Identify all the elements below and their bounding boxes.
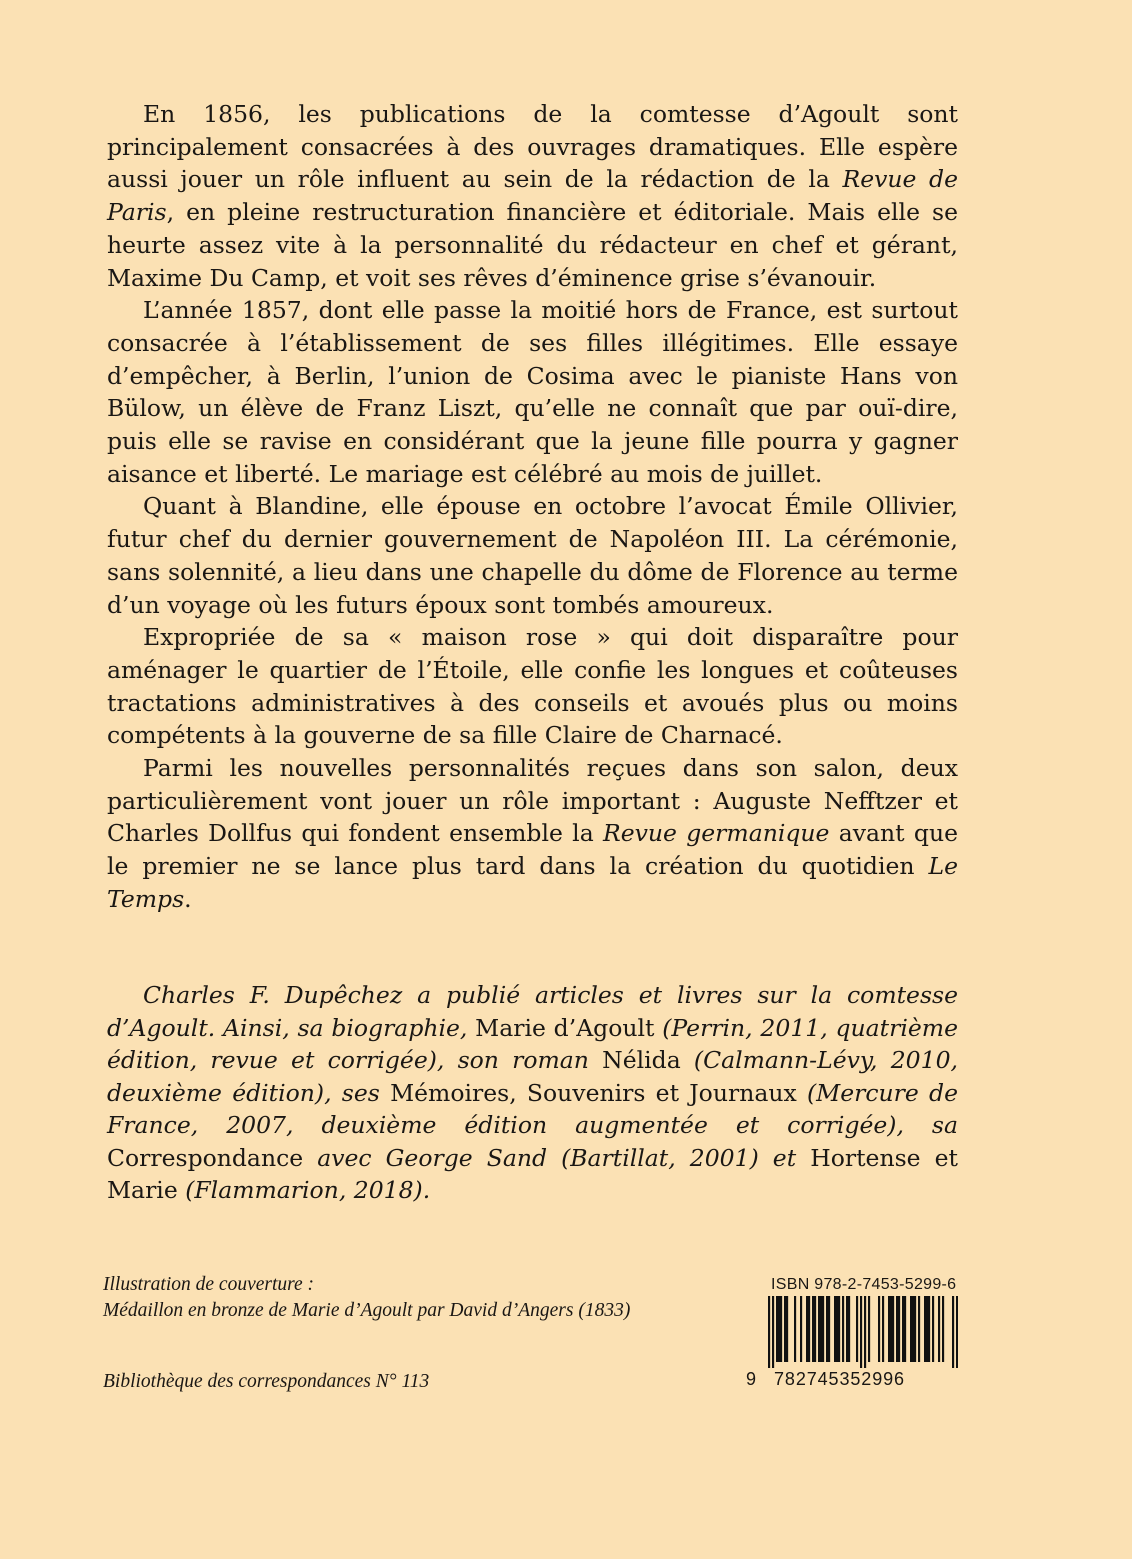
barcode-bar <box>846 1296 848 1362</box>
barcode-bar <box>860 1296 862 1368</box>
barcode-bar <box>806 1296 808 1362</box>
barcode-bar <box>768 1296 770 1368</box>
text-run: (Mercure de France, 2007, deuxième édition augmentée et corrigée), sa <box>107 1078 958 1139</box>
barcode-bar <box>952 1296 954 1368</box>
cover-illustration-label: Illustration de couverture : <box>103 1274 315 1295</box>
barcode-bar <box>826 1296 828 1362</box>
book-title: Hortense et Marie <box>107 1143 958 1204</box>
text-run: . <box>184 884 192 913</box>
barcode-bar <box>818 1296 820 1362</box>
summary-paragraph <box>107 294 958 490</box>
text-run: (Calmann-Lévy, 2010, deuxième édition), ses <box>107 1046 958 1107</box>
summary-text <box>107 98 958 916</box>
barcode-bar <box>808 1296 810 1362</box>
text-run: Parmi les nouvelles personnalités reçues dans son salon, deux particulièrement vont jouer un rôle important : Auguste Nefftzer et Charles Dollfus qui fondent ensemble la <box>107 754 958 848</box>
barcode-bar <box>812 1296 814 1362</box>
barcode-bar <box>878 1296 880 1362</box>
barcode-bar <box>800 1296 802 1362</box>
barcode-bar <box>896 1296 898 1362</box>
text-run: (Perrin, 2011, quatrième édition, revue et corrigée), son roman <box>107 1013 958 1074</box>
barcode-bar <box>794 1296 796 1362</box>
barcode-bar <box>868 1296 870 1362</box>
barcode-bar <box>924 1296 926 1362</box>
text-run: Charles F. Dupêchez a publié articles et livres sur la comtesse d’Agoult. Ainsi, sa biographie, <box>107 981 958 1042</box>
text-run: Quant à Blandine, elle épouse en octobre l’avocat Émile Ollivier, futur chef du dernier gouvernement de Napoléon III. La cérémonie, sans solennité, a lieu dans une chapelle du dôme de Florence au terme d’un voyage où les futurs époux sont tombés amoureux. <box>107 492 958 619</box>
barcode-bar <box>838 1296 840 1362</box>
author-bio-paragraph <box>107 979 958 1207</box>
barcode-bar <box>942 1296 944 1362</box>
author-bio <box>107 979 958 1207</box>
text-run: avant que le premier ne se lance plus tard dans la création du quotidien <box>107 819 959 881</box>
text-run: Expropriée de sa « maison rose » qui doit disparaître pour aménager le quartier de l’Étoile, elle confie les longues et coûteuses tractations administratives à des conseils et avoués plus ou moins compétents à la gouverne de sa fille Claire de Charnacé. <box>107 623 958 750</box>
barcode-bar <box>910 1296 912 1362</box>
title-reference: Le Temps <box>107 852 958 913</box>
barcode-bar <box>834 1296 836 1362</box>
barcode-bar <box>902 1296 904 1362</box>
barcode-bar <box>820 1296 822 1362</box>
barcode-bar <box>904 1296 906 1362</box>
cover-illustration-credit <box>103 1272 743 1324</box>
book-title: Marie d’Agoult <box>475 1013 655 1042</box>
barcode-bar <box>926 1296 928 1362</box>
barcode-bar <box>956 1296 958 1368</box>
cover-illustration-caption: Médaillon en bronze de Marie d’Agoult par David d’Angers (1833) <box>103 1300 631 1321</box>
barcode-bar <box>892 1296 894 1362</box>
barcode-bar <box>938 1296 940 1362</box>
book-title: Correspondance <box>107 1143 304 1172</box>
barcode-first-digit: 9 <box>746 1369 757 1389</box>
book-title: Nélida <box>602 1046 681 1074</box>
title-reference: Revue de Paris <box>107 165 959 227</box>
text-run: En 1856, les publications de la comtesse d’Agoult sont principalement consacrées à des ouvrages dramatiques. Elle espère aussi jouer un rôle influent au sein de la rédaction de la <box>107 100 958 194</box>
barcode-bar <box>772 1296 774 1368</box>
barcode-bar <box>898 1296 900 1362</box>
barcode-bar <box>828 1296 830 1362</box>
barcode-icon <box>768 1296 958 1368</box>
barcode-group-digits: 782745352996 <box>774 1369 905 1389</box>
text-run: (Flammarion, 2018). <box>177 1176 431 1204</box>
summary-paragraph <box>107 752 958 916</box>
barcode-bar <box>914 1296 916 1362</box>
barcode-bar <box>918 1296 920 1362</box>
barcode-bar <box>864 1296 866 1368</box>
barcode-bar <box>778 1296 780 1362</box>
barcode-bar <box>776 1296 778 1362</box>
barcode-bar <box>848 1296 850 1362</box>
barcode-bar <box>836 1296 838 1362</box>
barcode-bar <box>890 1296 892 1362</box>
barcode-bar <box>780 1296 782 1362</box>
summary-paragraph <box>107 621 958 752</box>
barcode-bar <box>786 1296 788 1362</box>
barcode-bar <box>882 1296 884 1362</box>
barcode-bar <box>928 1296 930 1362</box>
text-run: L’année 1857, dont elle passe la moitié hors de France, est surtout consacrée à l’établissement de ses filles illégitimes. Elle essaye d’empêcher, à Berlin, l’union de Cosima avec le pianiste Hans von Bülow, un élève de Franz Liszt, qu’elle ne connaît que par ouï-dire, puis elle se ravise en considérant que la jeune fille pourra y gagner aisance et liberté. Le mariage est célébré au mois de juillet. <box>107 296 958 488</box>
barcode-bar <box>932 1296 934 1362</box>
barcode-bar <box>888 1296 890 1362</box>
barcode-bar <box>822 1296 824 1362</box>
barcode-bar <box>842 1296 844 1362</box>
isbn-label: ISBN 978-2-7453-5299-6 <box>771 1276 957 1293</box>
isbn-block <box>741 1276 961 1391</box>
barcode-bar <box>784 1296 786 1362</box>
summary-paragraph <box>107 98 958 294</box>
barcode-bar <box>814 1296 816 1362</box>
series-title: Bibliothèque des correspondances N° 113 <box>103 1371 430 1392</box>
barcode-bar <box>856 1296 858 1362</box>
text-run: , en pleine restructuration financière et éditoriale. Mais elle se heurte assez vite à la personnalité du rédacteur en chef et gérant, Maxime Du Camp, et voit ses rêves d’éminence grise s’évanouir. <box>107 198 958 292</box>
text-run: avec George Sand (Bartillat, 2001) et <box>303 1143 811 1172</box>
barcode-bar <box>912 1296 914 1362</box>
book-title: Mémoires, Souvenirs et Journaux <box>390 1078 797 1107</box>
summary-paragraph <box>107 490 958 621</box>
title-reference: Revue germanique <box>603 819 830 848</box>
